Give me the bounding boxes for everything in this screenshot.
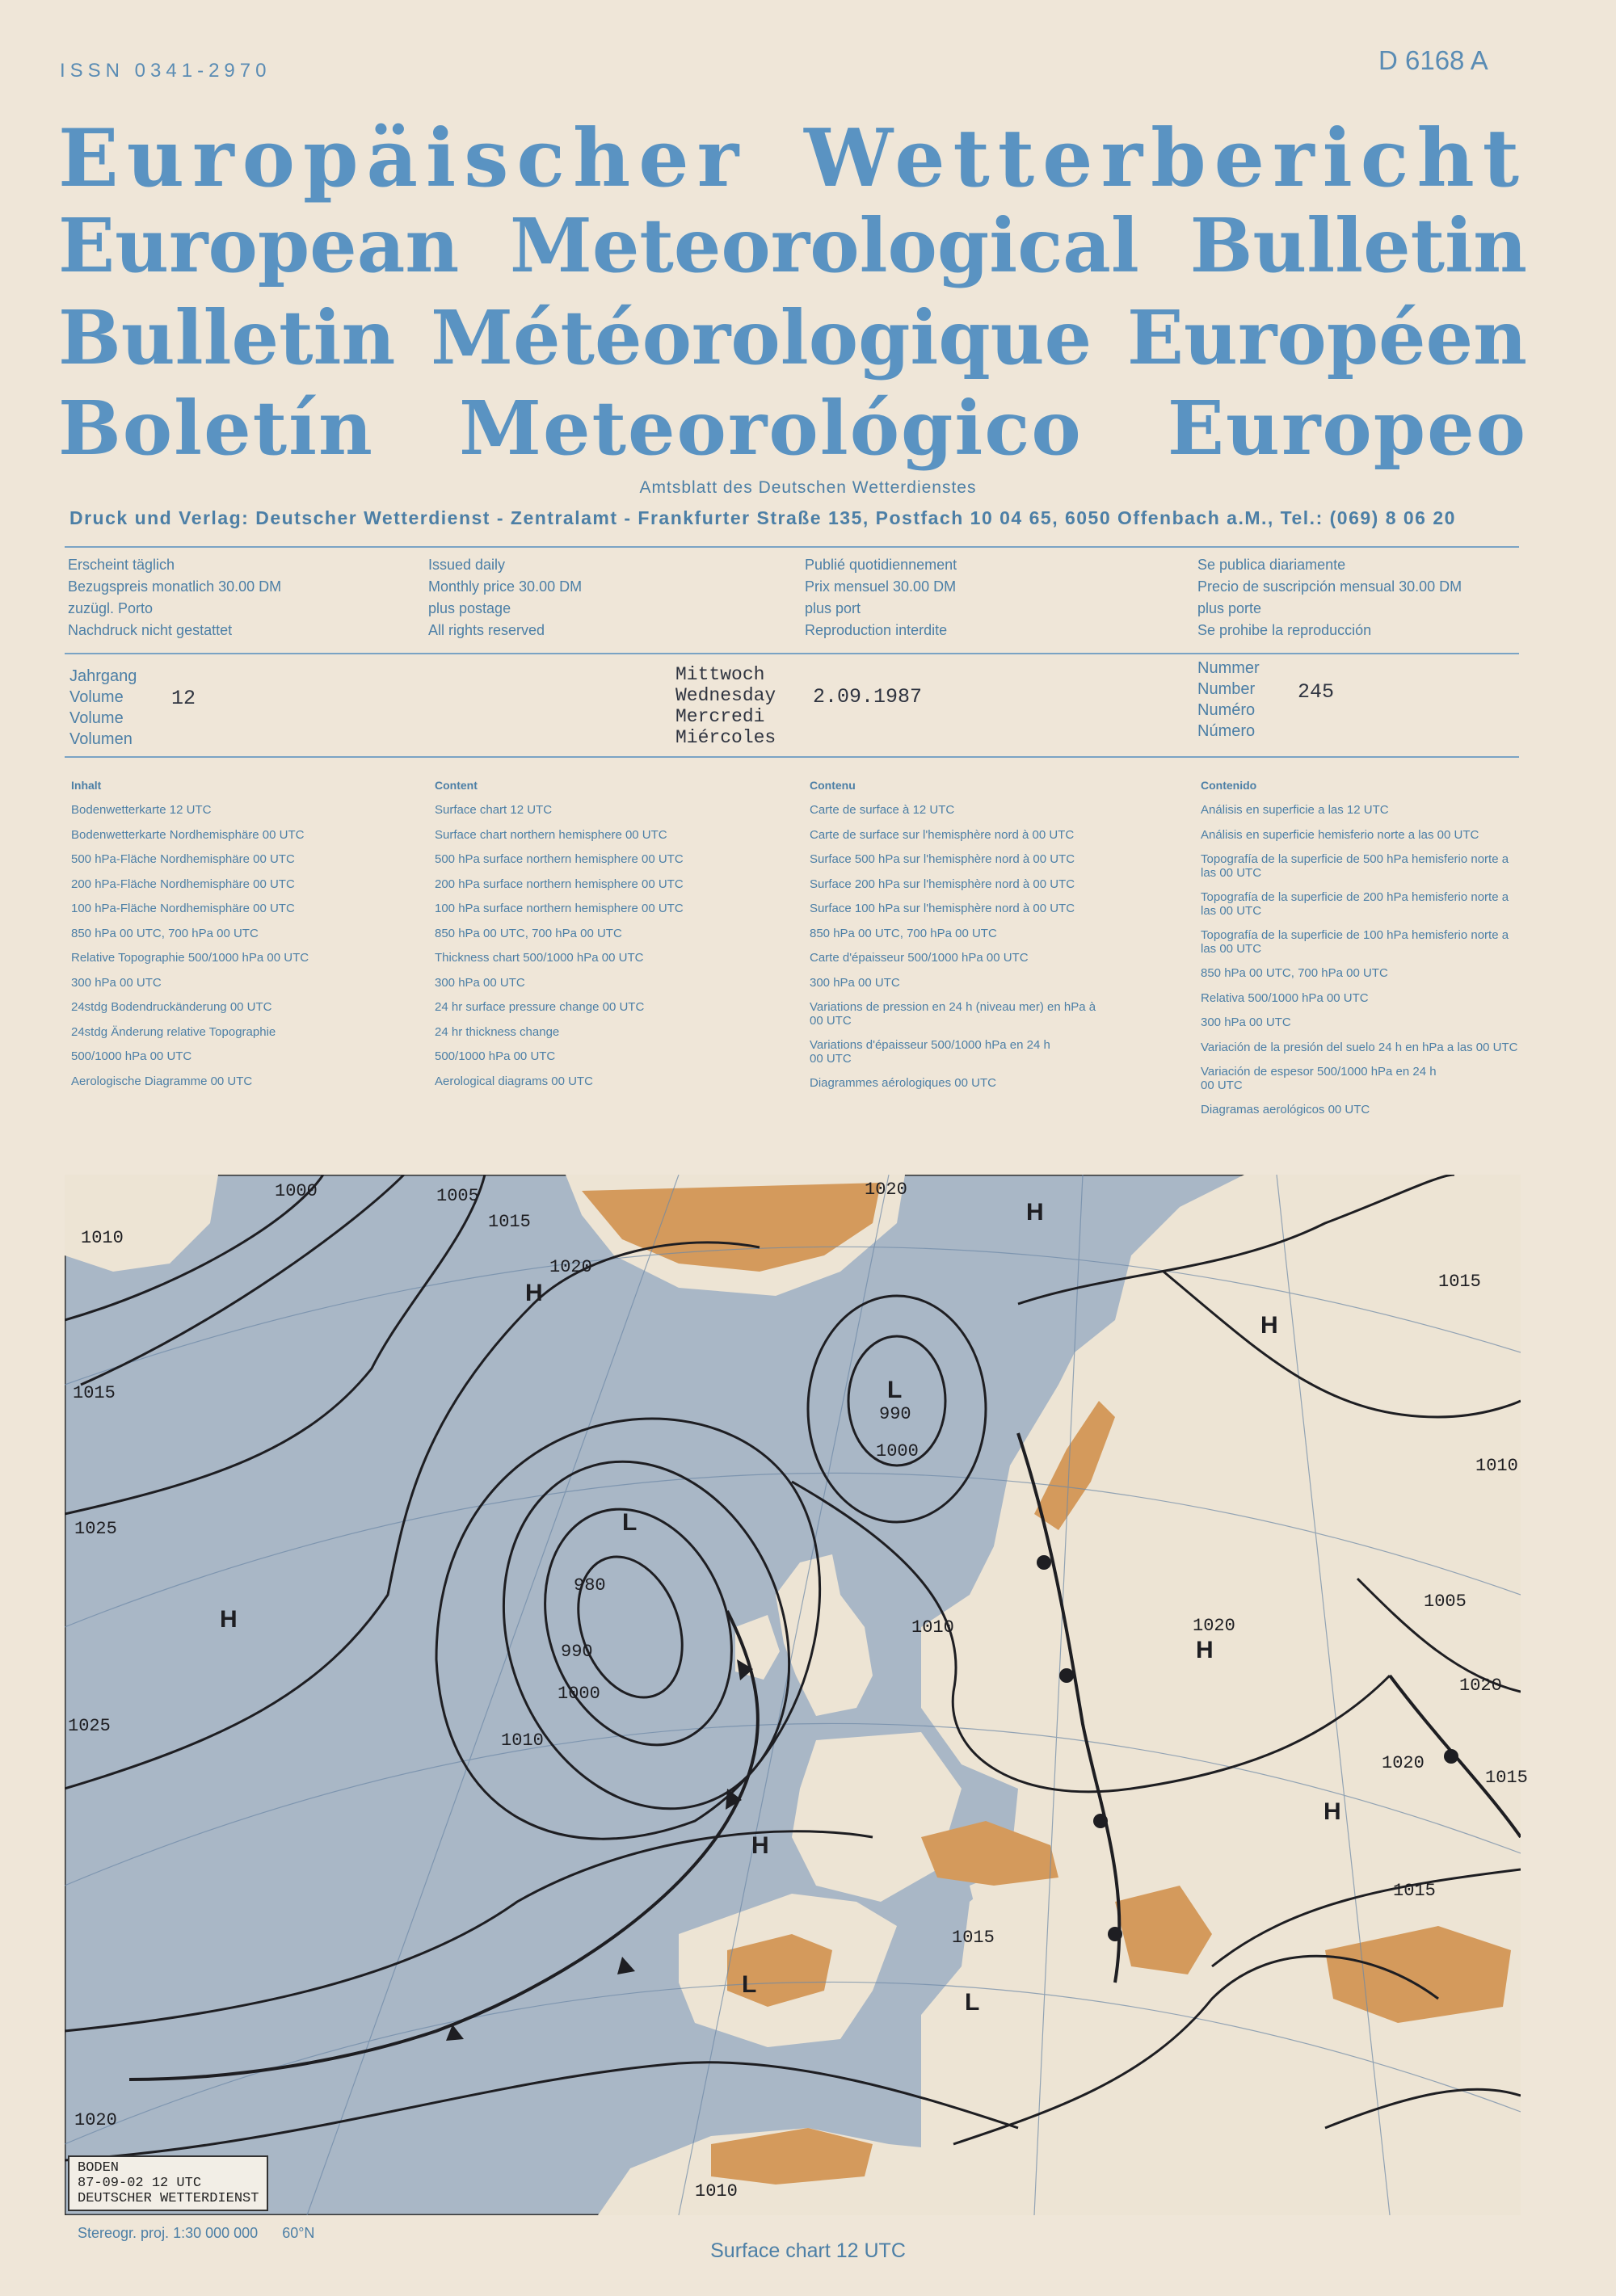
isobar-label: 1025: [68, 1716, 111, 1736]
isobar-label: 1000: [275, 1181, 318, 1201]
contents-item: Aerologische Diagramme 00 UTC: [71, 1074, 253, 1088]
isobar-label: 1020: [1382, 1753, 1425, 1773]
isobar-label: 1015: [952, 1928, 995, 1948]
contents-item: 500 hPa-Fläche Nordhemisphäre 00 UTC: [71, 852, 295, 866]
contents-item: Relativa 500/1000 hPa 00 UTC: [1201, 990, 1369, 1005]
isobar-label: 1010: [1475, 1456, 1518, 1476]
volume-number: 12: [171, 687, 196, 710]
subscription-german: Erscheint täglich Bezugspreis monatlich 30.00 DM zuzügl. Porto Nachdruck nicht gestattet: [68, 557, 282, 638]
isobar-label: 1005: [436, 1186, 479, 1206]
low-pressure-center: L: [887, 1377, 903, 1403]
contents-item: Variations d'épaisseur 500/1000 hPa en 24 h 00 UTC: [810, 1038, 1050, 1066]
map-stamp: BODEN 87-09-02 12 UTC DEUTSCHER WETTERDIENST: [68, 2155, 268, 2211]
weekday-names: Mittwoch Wednesday Mercredi Miércoles: [675, 664, 776, 748]
contents-item: Aerological diagrams 00 UTC: [435, 1074, 593, 1088]
isobar-label: 1025: [74, 1519, 117, 1539]
contents-item: Relative Topographie 500/1000 hPa 00 UTC: [71, 951, 309, 965]
issn-number: ISSN 0341-2970: [60, 60, 271, 82]
contents-item: Carte d'épaisseur 500/1000 hPa 00 UTC: [810, 951, 1029, 965]
volume-labels: Jahrgang Volume Volume Volumen: [69, 667, 137, 748]
contents-french: [810, 776, 1149, 1096]
isobar-label: 1015: [488, 1212, 531, 1232]
issue-number: 245: [1298, 680, 1335, 704]
isobar-label: 990: [879, 1404, 911, 1424]
title-french: Bulletin Météorologique Européen: [58, 294, 1527, 381]
contents-item: Análisis en superficie a las 12 UTC: [1201, 803, 1389, 817]
contents-item: 850 hPa 00 UTC, 700 hPa 00 UTC: [71, 926, 259, 940]
high-pressure-center: H: [1260, 1312, 1278, 1339]
contents-item: 200 hPa surface northern hemisphere 00 UTC: [435, 877, 684, 891]
title-spanish: Boletín Meteorológico Europeo: [58, 385, 1527, 472]
isobar-label: 1015: [1485, 1768, 1528, 1788]
contents-item: 500/1000 hPa 00 UTC: [435, 1049, 556, 1063]
contents-item: 24stdg Änderung relative Topographie: [71, 1024, 276, 1039]
official-gazette-line: Amtsblatt des Deutschen Wetterdienstes: [639, 478, 977, 497]
map-latitude: 60°N: [282, 2225, 315, 2241]
isobar-label: 1000: [876, 1441, 919, 1461]
contents-item: Surface chart northern hemisphere 00 UTC: [435, 827, 667, 842]
high-pressure-center: H: [1324, 1798, 1341, 1825]
map-caption: Surface chart 12 UTC: [710, 2239, 906, 2262]
contents-item: Carte de surface à 12 UTC: [810, 803, 955, 817]
issue-date: 2.09.1987: [813, 685, 923, 709]
isobar-label: 1020: [74, 2110, 117, 2130]
subscription-spanish: Se publica diariamente Precio de suscripción mensual 30.00 DM plus porte Se prohibe la reproducción: [1197, 557, 1462, 638]
contents-heading: Contenido: [1201, 779, 1257, 792]
surface-weather-map: [65, 1175, 1521, 2215]
contents-item: Bodenwetterkarte 12 UTC: [71, 803, 212, 817]
contents-heading: Content: [435, 779, 478, 792]
contents-item: Surface 200 hPa sur l'hemisphère nord à 00 UTC: [810, 877, 1075, 891]
subscription-english: Issued daily Monthly price 30.00 DM plus postage All rights reserved: [428, 557, 583, 638]
isobar-label: 1010: [911, 1617, 954, 1638]
contents-item: 300 hPa 00 UTC: [1201, 1016, 1291, 1029]
title-english: European Meteorological Bulletin: [58, 202, 1527, 289]
high-pressure-center: H: [220, 1606, 238, 1633]
contents-item: Topografía de la superficie de 100 hPa hemisferio norte a las 00 UTC: [1201, 928, 1509, 956]
contents-item: Variación de la presión del suelo 24 h en hPa a las 00 UTC: [1201, 1040, 1518, 1054]
contents-item: 100 hPa-Fläche Nordhemisphäre 00 UTC: [71, 902, 295, 915]
contents-item: 850 hPa 00 UTC, 700 hPa 00 UTC: [1201, 966, 1388, 980]
contents-english: [435, 776, 806, 1094]
isobar-label: 1010: [695, 2181, 738, 2201]
contents-item: Thickness chart 500/1000 hPa 00 UTC: [435, 951, 644, 965]
title-german: Europäischer Wetterbericht: [58, 112, 1527, 205]
isobar-label: 1010: [81, 1228, 124, 1248]
isobar-label: 1020: [1459, 1676, 1502, 1696]
isobar-label: 1020: [865, 1180, 907, 1200]
low-pressure-center: L: [622, 1509, 638, 1536]
contents-item: 850 hPa 00 UTC, 700 hPa 00 UTC: [810, 926, 997, 940]
isobar-label: 990: [561, 1642, 593, 1662]
contents-item: Surface 100 hPa sur l'hemisphère nord à 00 UTC: [810, 902, 1075, 915]
low-pressure-center: L: [965, 1989, 980, 2016]
isobar-label: 1010: [501, 1730, 544, 1751]
map-projection: Stereogr. proj. 1:30 000 000 60°N: [78, 2225, 315, 2241]
contents-item: 300 hPa 00 UTC: [810, 975, 900, 990]
divider: [65, 653, 1519, 654]
contents-item: Surface 500 hPa sur l'hemisphère nord à 00 UTC: [810, 852, 1075, 866]
contents-item: 500/1000 hPa 00 UTC: [71, 1049, 192, 1063]
contents-item: Surface chart 12 UTC: [435, 803, 553, 817]
isobar-label: 1015: [1393, 1881, 1436, 1901]
isobar-label: 980: [574, 1575, 606, 1596]
subscription-french: Publié quotidiennement Prix mensuel 30.00 DM plus port Reproduction interdite: [805, 557, 957, 638]
contents-item: 850 hPa 00 UTC, 700 hPa 00 UTC: [435, 926, 622, 940]
contents-item: 24stdg Bodendruckänderung 00 UTC: [71, 1000, 272, 1014]
contents-item: Topografía de la superficie de 200 hPa hemisferio norte a las 00 UTC: [1201, 890, 1509, 918]
contents-item: 24 hr thickness change: [435, 1024, 560, 1039]
contents-item: Bodenwetterkarte Nordhemisphäre 00 UTC: [71, 827, 305, 842]
contents-item: Diagramas aerológicos 00 UTC: [1201, 1102, 1370, 1116]
publisher-line: Druck und Verlag: Deutscher Wetterdienst - Zentralamt - Frankfurter Straße 135, Postfach 10 04 65, 6050 Offenbach a.M., Tel.: (069) 8 06 20: [69, 507, 1456, 528]
contents-item: Variations de pression en 24 h (niveau mer) en hPa à 00 UTC: [810, 1000, 1096, 1028]
contents-item: Análisis en superficie hemisferio norte a las 00 UTC: [1201, 827, 1479, 842]
divider: [65, 546, 1519, 548]
isobar-label: 1020: [1193, 1616, 1235, 1636]
isobar-label: 1005: [1424, 1592, 1467, 1612]
divider: [65, 756, 1519, 758]
number-labels: Nummer Number Numéro Número: [1197, 659, 1260, 740]
isobar-label: 1000: [558, 1684, 600, 1704]
isobar-label: 1015: [73, 1383, 116, 1403]
contents-heading: Inhalt: [71, 779, 102, 792]
contents-item: 100 hPa surface northern hemisphere 00 UTC: [435, 902, 684, 915]
contents-item: Diagrammes aérologiques 00 UTC: [810, 1076, 996, 1090]
contents-item: Topografía de la superficie de 500 hPa hemisferio norte a las 00 UTC: [1201, 852, 1509, 880]
contents-heading: Contenu: [810, 779, 856, 792]
contents-item: 300 hPa 00 UTC: [71, 975, 162, 990]
isobar-label: 1015: [1438, 1272, 1481, 1292]
high-pressure-center: H: [751, 1832, 769, 1859]
document-id: D 6168 A: [1378, 45, 1488, 75]
high-pressure-center: H: [525, 1280, 543, 1306]
contents-item: Carte de surface sur l'hemisphère nord à 00 UTC: [810, 827, 1075, 842]
contents-item: 500 hPa surface northern hemisphere 00 UTC: [435, 852, 684, 866]
contents-spanish: [1201, 776, 1548, 1122]
high-pressure-center: H: [1026, 1199, 1044, 1226]
isobar-label: 1020: [549, 1257, 592, 1277]
contents-item: 200 hPa-Fläche Nordhemisphäre 00 UTC: [71, 877, 295, 891]
contents-item: Variación de espesor 500/1000 hPa en 24 h 00 UTC: [1201, 1064, 1437, 1092]
contents-item: 24 hr surface pressure change 00 UTC: [435, 1000, 645, 1014]
low-pressure-center: L: [742, 1971, 757, 1998]
contents-german: [71, 776, 443, 1094]
high-pressure-center: H: [1196, 1637, 1214, 1663]
contents-item: 300 hPa 00 UTC: [435, 975, 525, 990]
